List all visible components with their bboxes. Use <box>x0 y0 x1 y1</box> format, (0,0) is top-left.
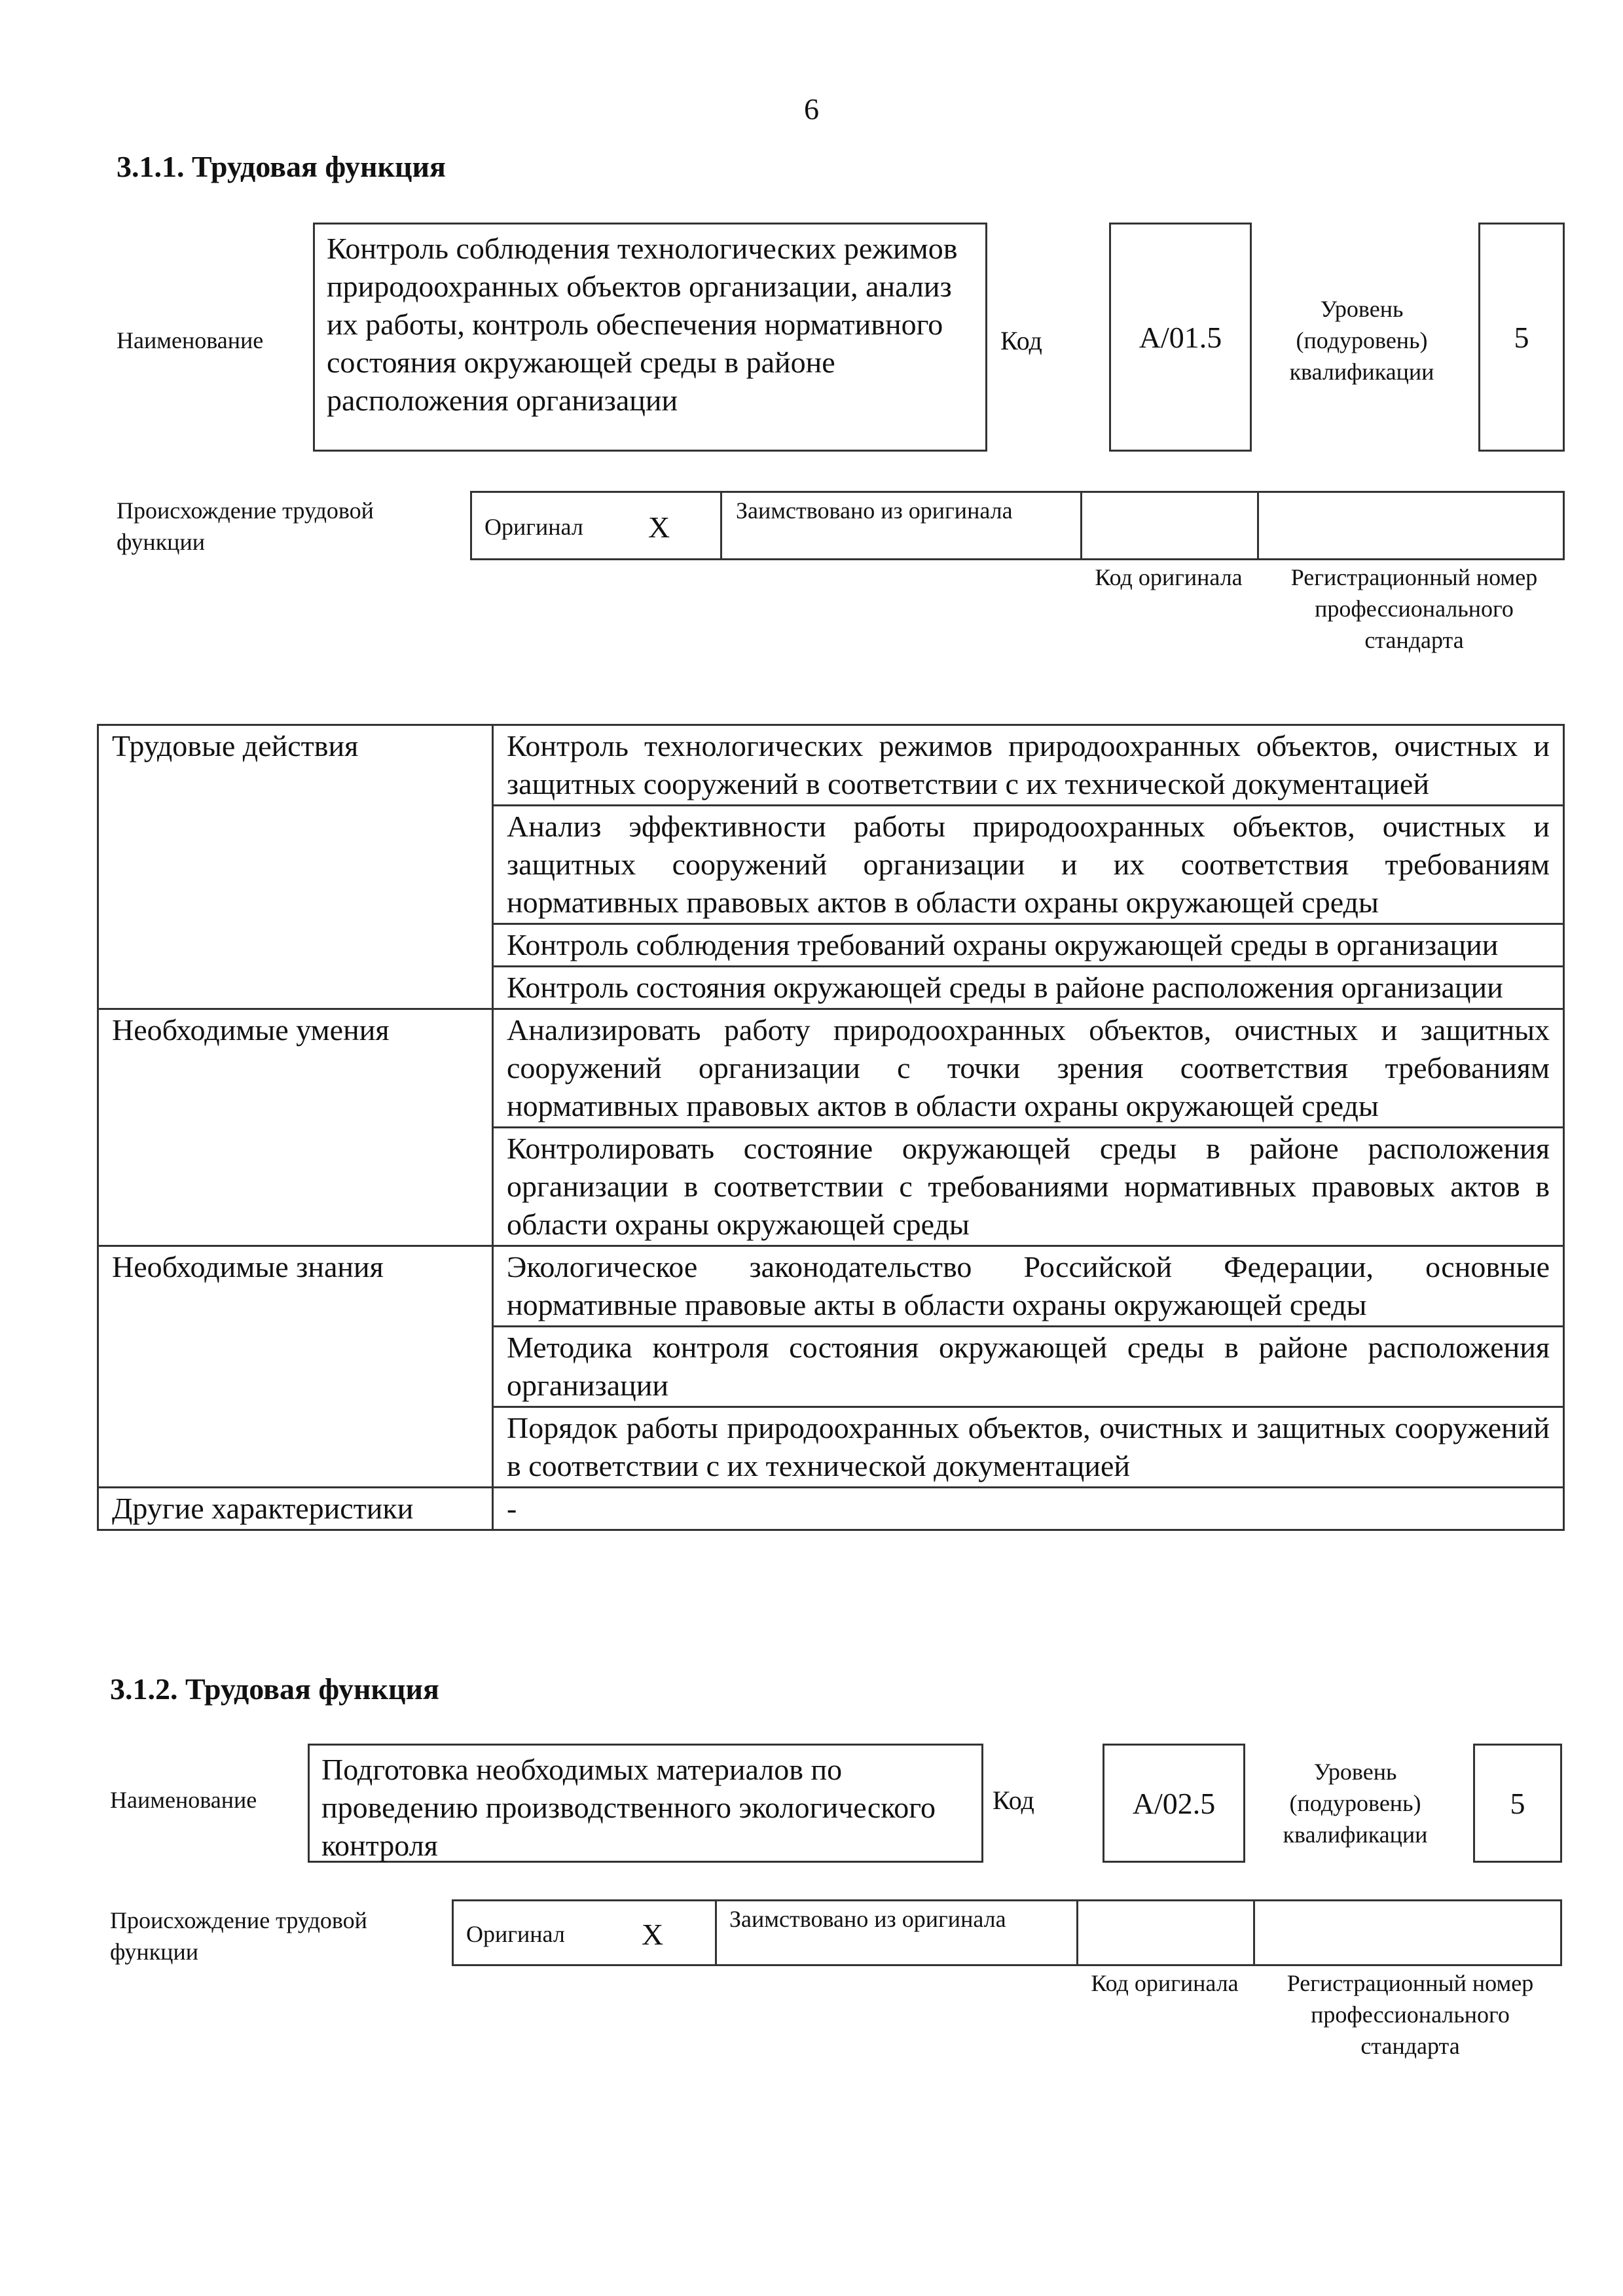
origin-code-caption: Код оригинала <box>1091 1970 1239 1996</box>
name-label: Наименование <box>110 1787 257 1813</box>
labor-action-item: Контроль технологических режимов природоохранных объектов, очистных и защитных сооружений в соответствии с их технической документацией <box>493 725 1564 806</box>
original-mark: X <box>642 1917 664 1951</box>
reg-number-caption: Регистрационный номер профессионального стандарта <box>1290 564 1538 653</box>
labor-actions-label: Трудовые действия <box>98 725 493 1009</box>
labor-function-details-table <box>97 724 1565 1531</box>
labor-action-item: Анализ эффективности работы природоохранных объектов, очистных и защитных сооружений организации и их соответствия требованиям нормативных правовых актов в области охраны окружающей среды <box>493 806 1564 924</box>
function-name-box: Подготовка необходимых материалов по проведению производственного экологического контроля <box>308 1744 983 1863</box>
knowledge-item: Методика контроля состояния окружающей среды в районе расположения организации <box>493 1327 1564 1407</box>
section-title-3-1-1: 3.1.1. Трудовая функция <box>117 150 446 183</box>
origin-code-caption: Код оригинала <box>1095 564 1243 590</box>
origin-divider <box>720 491 722 560</box>
origin-label: Происхождение трудовой функции <box>117 497 374 555</box>
other-characteristics-label: Другие характеристики <box>98 1488 493 1530</box>
borrowed-label: Заимствовано из оригинала <box>736 497 1013 524</box>
origin-divider <box>1080 491 1082 560</box>
code-value-box: A/01.5 <box>1109 223 1252 452</box>
level-label: Уровень (подуровень) квалификации <box>1289 296 1434 385</box>
table-row <box>98 1246 1564 1327</box>
function-name-box: Контроль соблюдения технологических режимов природоохранных объектов организации, анализ их работы, контроль обеспечения нормативного состояния окружающей среды в районе расположения организации <box>313 223 987 452</box>
origin-divider <box>1076 1899 1078 1966</box>
table-row <box>98 1488 1564 1530</box>
other-characteristics-value: - <box>493 1488 1564 1530</box>
origin-label: Происхождение трудовой функции <box>110 1907 367 1965</box>
code-label: Код <box>1000 325 1042 355</box>
borrowed-label: Заимствовано из оригинала <box>729 1906 1006 1932</box>
skill-item: Анализировать работу природоохранных объектов, очистных и защитных сооружений организации с точки зрения соответствия требованиям нормативных правовых актов в области охраны окружающей среды <box>493 1009 1564 1128</box>
code-value-box: A/02.5 <box>1103 1744 1245 1863</box>
level-label: Уровень (подуровень) квалификации <box>1283 1759 1428 1848</box>
name-label: Наименование <box>117 327 264 353</box>
origin-divider <box>1253 1899 1255 1966</box>
table-row <box>98 1009 1564 1128</box>
skills-label: Необходимые умения <box>98 1009 493 1246</box>
origin-divider <box>1257 491 1259 560</box>
reg-number-caption: Регистрационный номер профессионального стандарта <box>1286 1970 1534 2059</box>
table-row <box>98 725 1564 806</box>
knowledge-item: Экологическое законодательство Российской Федерации, основные нормативные правовые акты в области охраны окружающей среды <box>493 1246 1564 1327</box>
original-label: Оригинал <box>466 1921 565 1947</box>
page-number: 6 <box>804 92 819 126</box>
level-value-box: 5 <box>1478 223 1565 452</box>
code-label: Код <box>993 1785 1034 1815</box>
level-value-box: 5 <box>1473 1744 1562 1863</box>
section-title-3-1-2: 3.1.2. Трудовая функция <box>110 1672 439 1706</box>
original-mark: X <box>648 510 670 544</box>
original-label: Оригинал <box>484 514 583 540</box>
origin-divider <box>715 1899 717 1966</box>
skill-item: Контролировать состояние окружающей среды в районе расположения организации в соответствии с требованиями нормативных правовых актов в области охраны окружающей среды <box>493 1128 1564 1246</box>
labor-action-item: Контроль состояния окружающей среды в районе расположения организации <box>493 967 1564 1009</box>
knowledge-label: Необходимые знания <box>98 1246 493 1488</box>
labor-action-item: Контроль соблюдения требований охраны окружающей среды в организации <box>493 924 1564 967</box>
knowledge-item: Порядок работы природоохранных объектов, очистных и защитных сооружений в соответствии с их технической документацией <box>493 1407 1564 1488</box>
